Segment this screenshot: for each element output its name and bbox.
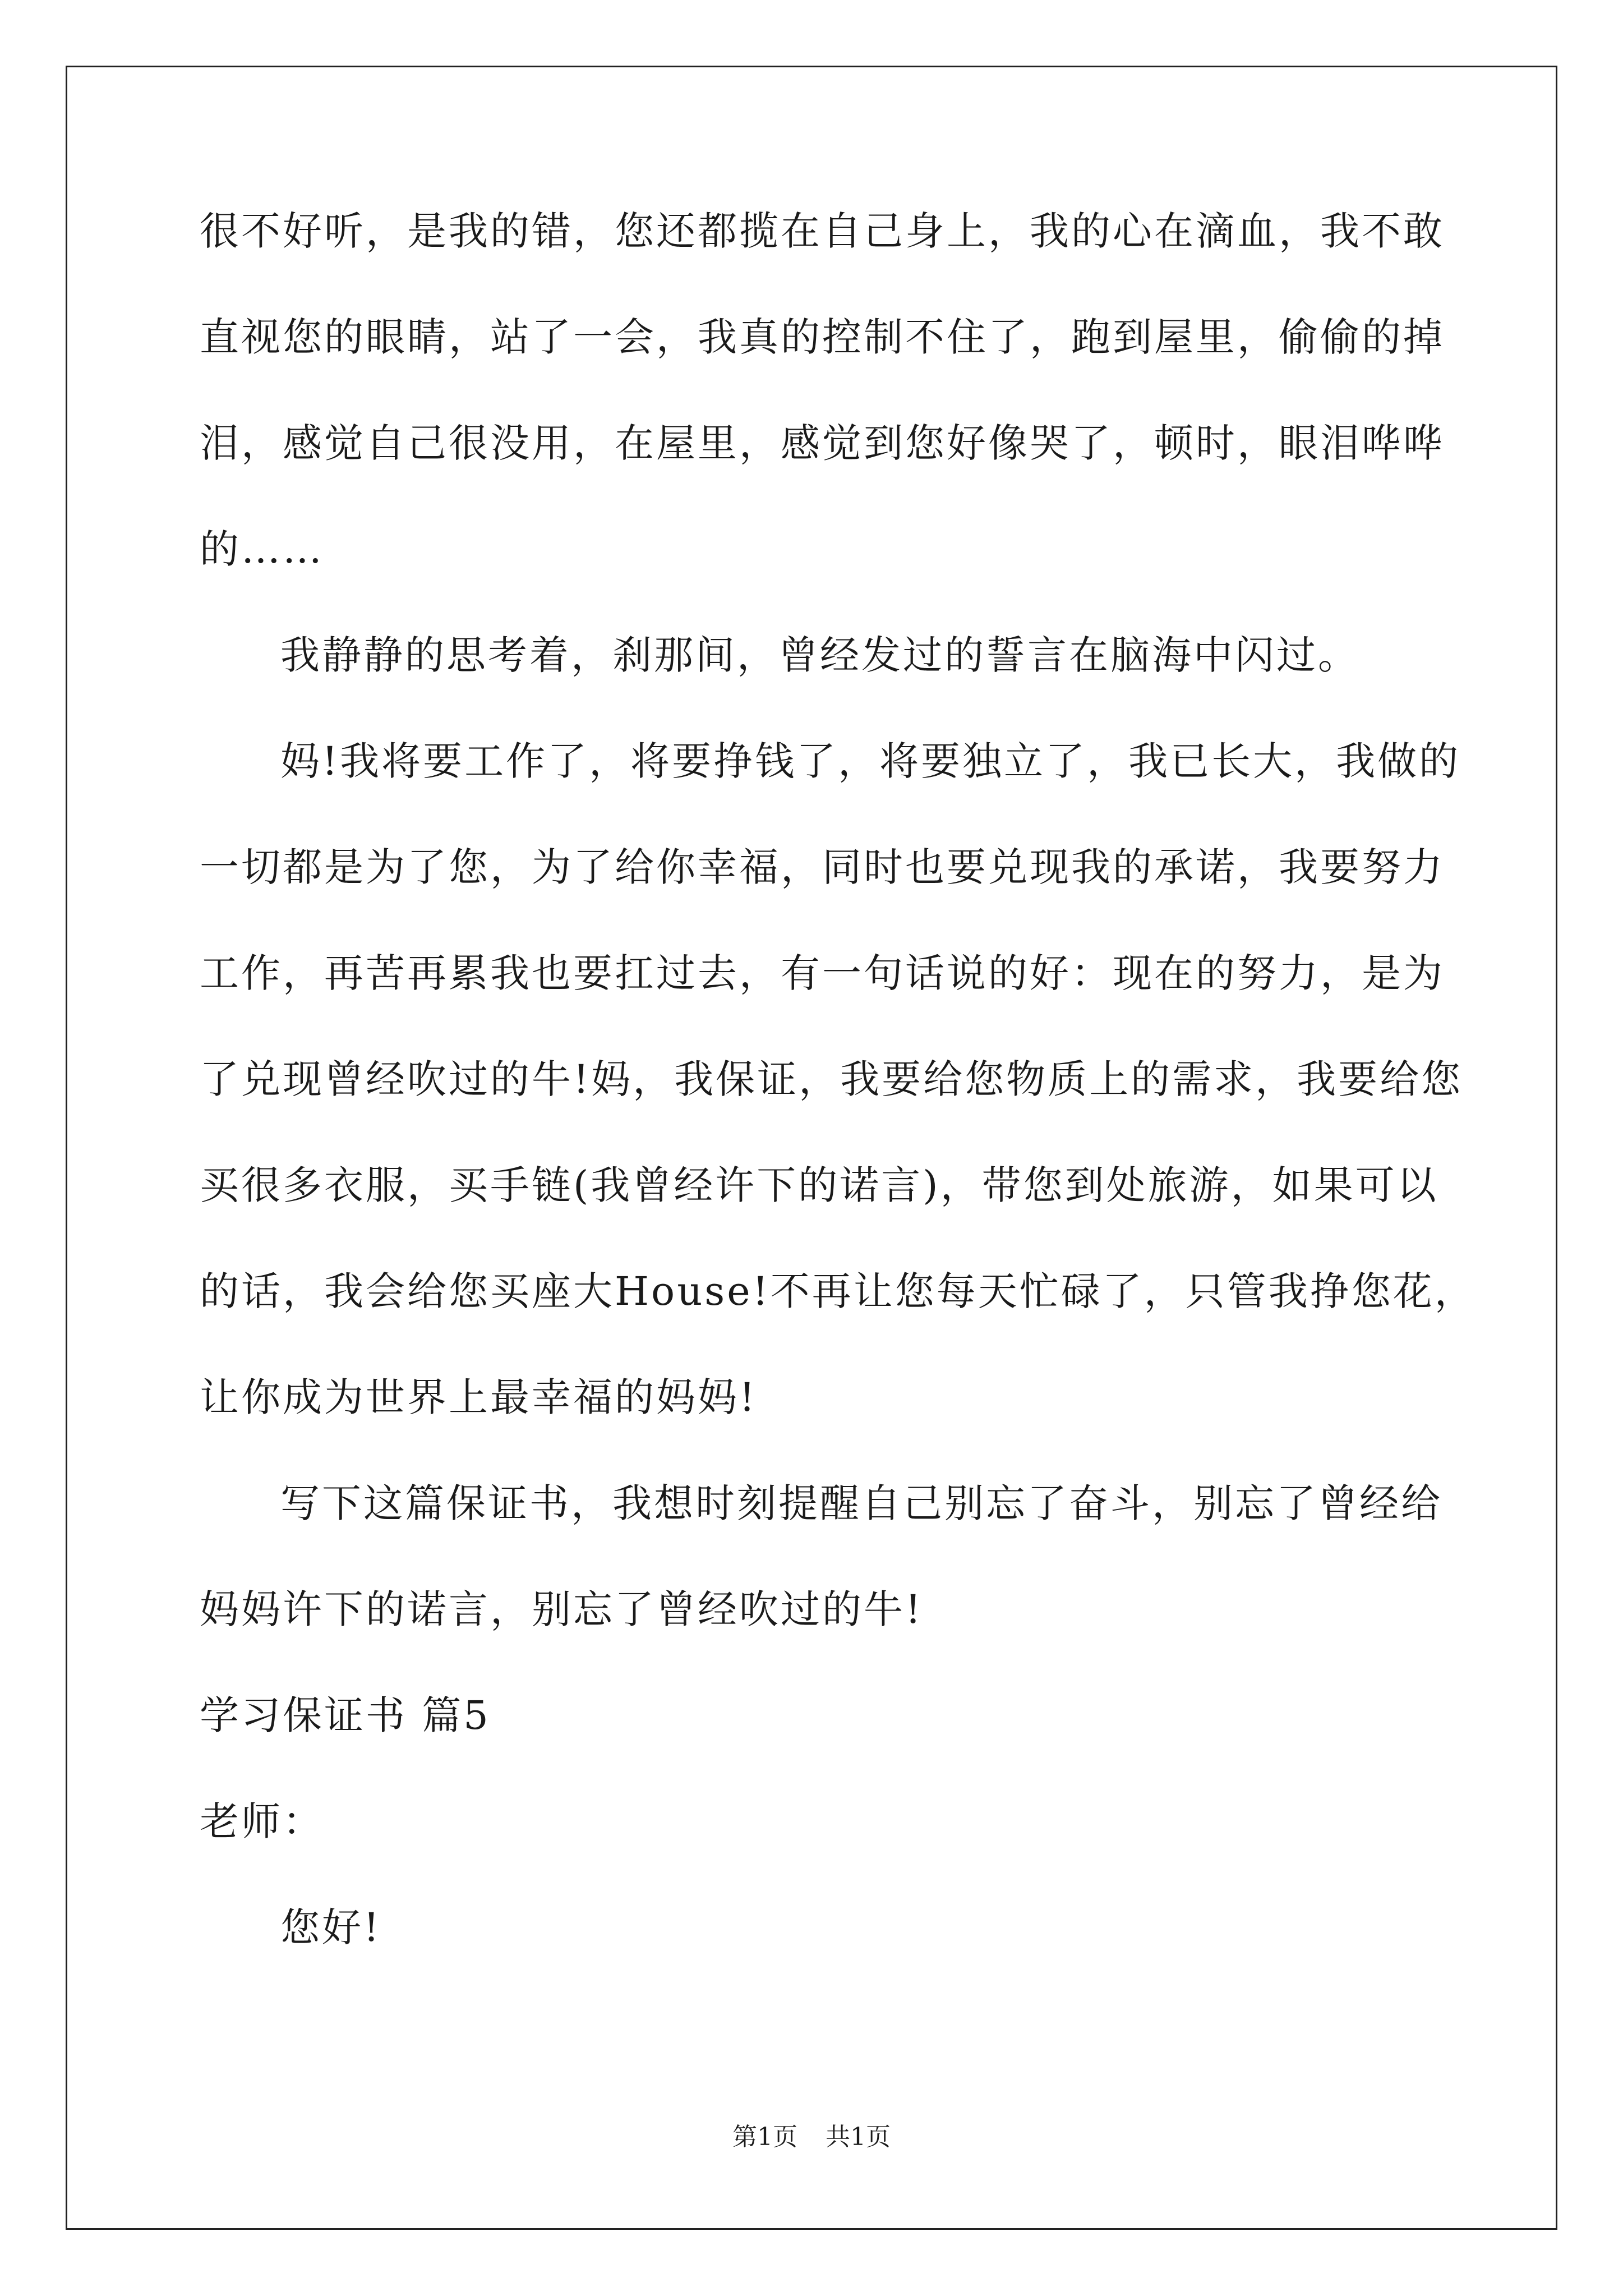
text-line: 一切都是为了您，为了给你幸福，同时也要兑现我的承诺，我要努力: [200, 844, 1445, 890]
text-line: 买很多衣服，买手链(我曾经许下的诺言)，带您到处旅游，如果可以: [200, 1162, 1438, 1208]
text-line: 妈妈许下的诺言，别忘了曾经吹过的牛!: [200, 1586, 924, 1632]
paragraph-start: 妈!我将要工作了，将要挣钱了，将要独立了，我已长大，我做的: [280, 738, 1461, 784]
page-footer: [0, 2120, 1623, 2154]
text-line: 的话，我会给您买座大House!不再让您每天忙碌了，只管我挣您花，: [200, 1268, 1476, 1314]
text-line: 的……: [200, 526, 324, 572]
text-line: 让你成为世界上最幸福的妈妈!: [200, 1374, 758, 1420]
text-line: 了兑现曾经吹过的牛!妈，我保证，我要给您物质上的需求，我要给您: [200, 1056, 1463, 1102]
page-number: 第1页: [732, 2123, 797, 2151]
greeting: 您好!: [280, 1904, 382, 1950]
paragraph-start: 写下这篇保证书，我想时刻提醒自己别忘了奋斗，别忘了曾经给: [280, 1480, 1442, 1526]
section-heading: 学习保证书 篇5: [200, 1692, 491, 1738]
text-line: 直视您的眼睛，站了一会，我真的控制不住了，跑到屋里，偷偷的掉: [200, 314, 1445, 360]
text-line: 泪，感觉自己很没用，在屋里，感觉到您好像哭了，顿时，眼泪哗哗: [200, 420, 1445, 466]
text-line: 很不好听，是我的错，您还都揽在自己身上，我的心在滴血，我不敢: [200, 208, 1445, 254]
page-total: 共1页: [826, 2123, 891, 2151]
salutation: 老师：: [200, 1798, 324, 1844]
text-line: 工作，再苦再累我也要扛过去，有一句话说的好：现在的努力，是为: [200, 950, 1445, 996]
paragraph-start: 我静静的思考着，刹那间，曾经发过的誓言在脑海中闪过。: [280, 632, 1359, 678]
